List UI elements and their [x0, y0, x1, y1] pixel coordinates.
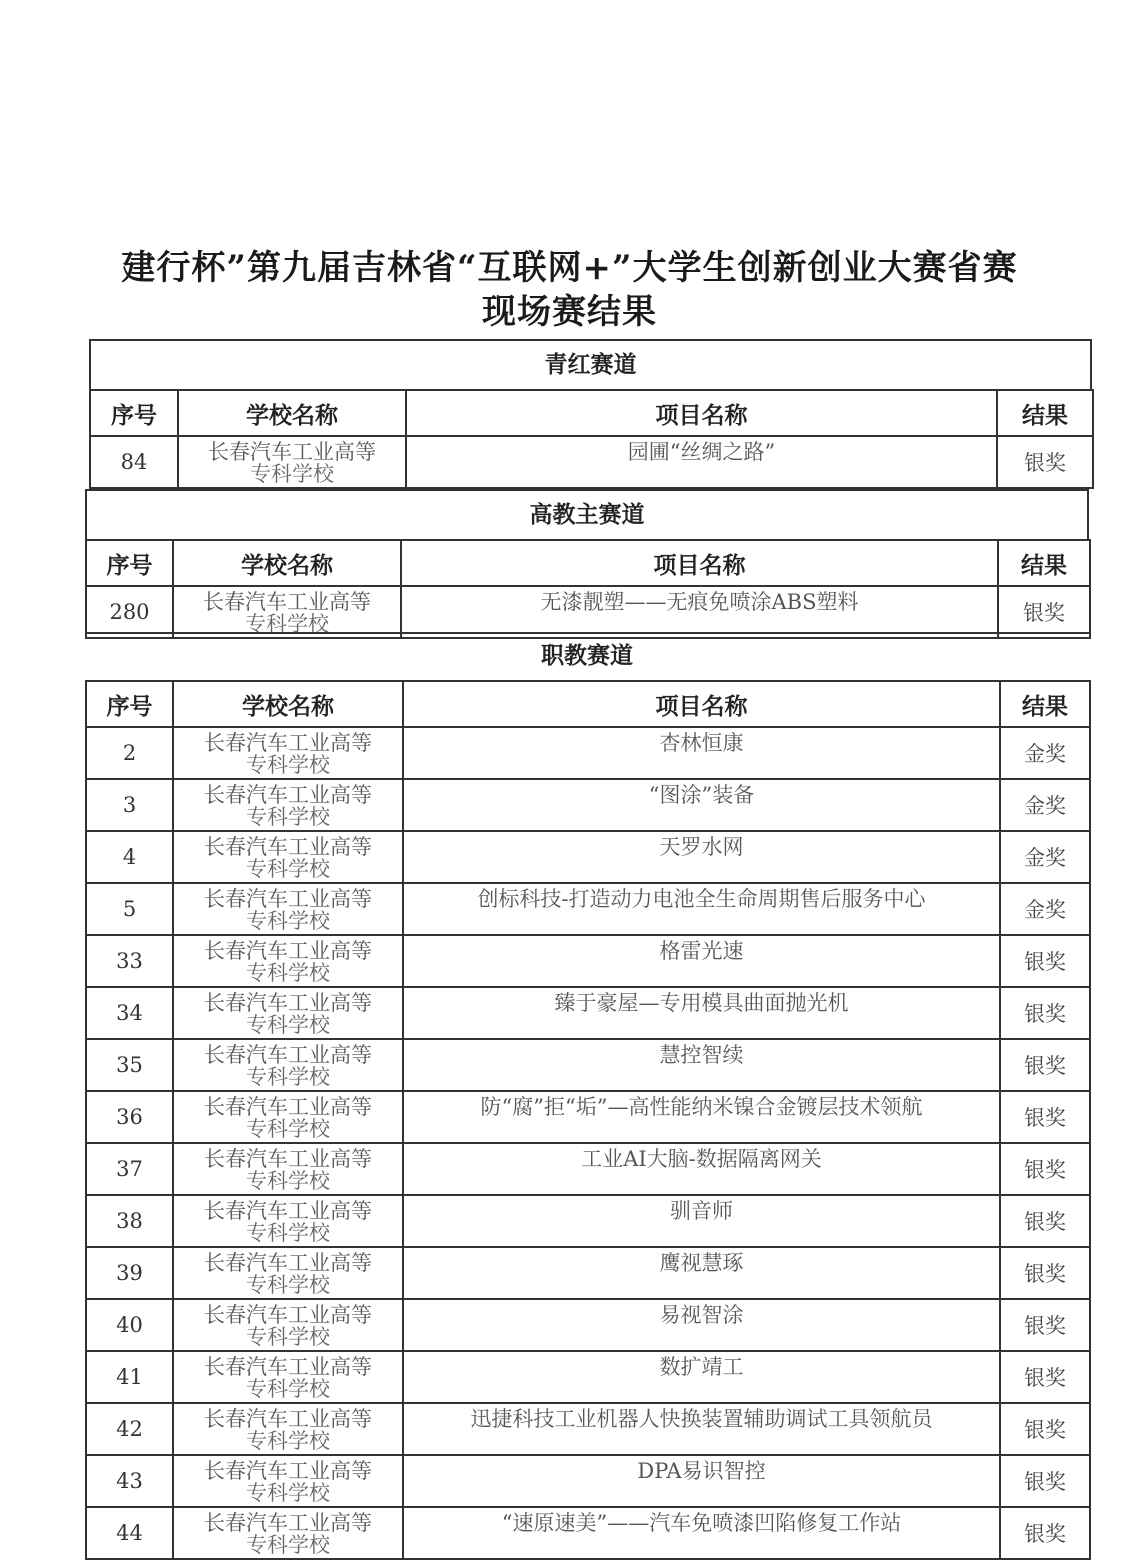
school-name-cell: [173, 1507, 403, 1559]
table-row: [86, 586, 1090, 638]
project-name: 防“腐”拒“垢”—高性能纳米镍合金镀层技术领航: [403, 1091, 1000, 1143]
row-number: 41: [86, 1351, 173, 1403]
table-row: [86, 1403, 1090, 1455]
school-name-cell: [173, 1351, 403, 1403]
document-subtitle: 现场赛结果: [482, 292, 657, 332]
project-name: “图涂”装备: [403, 779, 1000, 831]
school-name: 长春汽车工业高等: [208, 440, 376, 463]
table-row: [86, 1455, 1090, 1507]
row-number: 35: [86, 1039, 173, 1091]
column-header-num: 序号: [90, 390, 178, 436]
table-row: [86, 1247, 1090, 1299]
column-header-school: 学校名称: [173, 540, 401, 586]
column-header-project: 项目名称: [403, 681, 1000, 727]
school-name-cell: [173, 883, 403, 935]
school-name-cell: [173, 1403, 403, 1455]
result-badge: 银奖: [1000, 1351, 1090, 1403]
section-title: 高教主赛道: [529, 501, 645, 528]
column-header-project: 项目名称: [406, 390, 997, 436]
result-badge: 银奖: [1000, 1247, 1090, 1299]
school-name: 长春汽车工业高等: [204, 1459, 372, 1482]
school-name: 长春汽车工业高等: [204, 1147, 372, 1170]
table-header-row: [86, 681, 1090, 727]
project-name: 天罗水网: [403, 831, 1000, 883]
row-number: 5: [86, 883, 173, 935]
table-row: [86, 727, 1090, 779]
table-row: [86, 1299, 1090, 1351]
result-badge: 金奖: [1000, 779, 1090, 831]
table-row: [86, 1195, 1090, 1247]
school-name-cell: [173, 935, 403, 987]
school-name-cell: [173, 1039, 403, 1091]
row-number: 43: [86, 1455, 173, 1507]
school-name: 长春汽车工业高等: [204, 1251, 372, 1274]
school-name-cell: [173, 1091, 403, 1143]
section-zhijiao-header: [85, 632, 1089, 680]
column-header-project: 项目名称: [401, 540, 998, 586]
row-number: 40: [86, 1299, 173, 1351]
row-number: 38: [86, 1195, 173, 1247]
school-name-cell: [173, 831, 403, 883]
row-number: 44: [86, 1507, 173, 1559]
school-name-line2: 专科学校: [246, 1117, 330, 1141]
school-name-cell: [173, 1195, 403, 1247]
section-gaojiao-header: [85, 489, 1089, 541]
school-name-line2: 专科学校: [246, 1273, 330, 1297]
school-name: 长春汽车工业高等: [204, 1407, 372, 1430]
table-header-row: [86, 540, 1090, 586]
results-table-qinghong: [89, 389, 1094, 489]
column-header-num: 序号: [86, 540, 173, 586]
table-row: [86, 1091, 1090, 1143]
school-name: 长春汽车工业高等: [204, 835, 372, 858]
result-badge: 银奖: [1000, 1143, 1090, 1195]
result-badge: 金奖: [1000, 883, 1090, 935]
school-name-cell: [173, 1299, 403, 1351]
result-badge: 金奖: [1000, 727, 1090, 779]
school-name-cell: [173, 1455, 403, 1507]
school-name-line2: 专科学校: [246, 909, 330, 933]
result-badge: 银奖: [1000, 1403, 1090, 1455]
project-name: 易视智涂: [403, 1299, 1000, 1351]
school-name: 长春汽车工业高等: [204, 731, 372, 754]
result-badge: 银奖: [1000, 1455, 1090, 1507]
column-header-school: 学校名称: [178, 390, 406, 436]
column-header-result: 结果: [1000, 681, 1090, 727]
document-title: 建行杯”第九届吉林省“互联网+”大学生创新创业大赛省赛: [121, 248, 1018, 288]
school-name: 长春汽车工业高等: [204, 1303, 372, 1326]
school-name: 长春汽车工业高等: [204, 1199, 372, 1222]
column-header-result: 结果: [997, 390, 1093, 436]
school-name-line2: 专科学校: [246, 1013, 330, 1037]
section-qinghong-header: [89, 339, 1092, 391]
project-name: 数扩靖工: [403, 1351, 1000, 1403]
result-badge: 银奖: [998, 586, 1090, 638]
project-name: 慧控智续: [403, 1039, 1000, 1091]
row-number: 37: [86, 1143, 173, 1195]
row-number: 33: [86, 935, 173, 987]
result-badge: 银奖: [1000, 1039, 1090, 1091]
school-name-line2: 专科学校: [246, 753, 330, 777]
school-name-line2: 专科学校: [245, 612, 329, 636]
school-name-cell: [178, 436, 406, 488]
school-name-cell: [173, 987, 403, 1039]
school-name: 长春汽车工业高等: [204, 783, 372, 806]
result-badge: 银奖: [1000, 1299, 1090, 1351]
result-badge: 银奖: [1000, 987, 1090, 1039]
row-number: 3: [86, 779, 173, 831]
project-name: 迅捷科技工业机器人快换装置辅助调试工具领航员: [403, 1403, 1000, 1455]
school-name-cell: [173, 586, 401, 638]
column-header-num: 序号: [86, 681, 173, 727]
school-name: 长春汽车工业高等: [204, 1043, 372, 1066]
table-row: [86, 1143, 1090, 1195]
table-row: [86, 987, 1090, 1039]
row-number: 4: [86, 831, 173, 883]
school-name: 长春汽车工业高等: [204, 939, 372, 962]
school-name-cell: [173, 1247, 403, 1299]
column-header-school: 学校名称: [173, 681, 403, 727]
result-badge: 银奖: [997, 436, 1093, 488]
school-name-line2: 专科学校: [246, 1533, 330, 1557]
school-name-cell: [173, 779, 403, 831]
row-number: 84: [90, 436, 178, 488]
section-title: 职教赛道: [541, 642, 633, 669]
row-number: 34: [86, 987, 173, 1039]
result-badge: 金奖: [1000, 831, 1090, 883]
table-row: [86, 1039, 1090, 1091]
school-name: 长春汽车工业高等: [204, 1355, 372, 1378]
school-name: 长春汽车工业高等: [204, 1095, 372, 1118]
result-badge: 银奖: [1000, 935, 1090, 987]
school-name-line2: 专科学校: [246, 1169, 330, 1193]
school-name-cell: [173, 1143, 403, 1195]
project-name: 杏林恒康: [403, 727, 1000, 779]
table-row: [86, 831, 1090, 883]
school-name-line2: 专科学校: [250, 462, 334, 486]
project-name: 鹰视慧琢: [403, 1247, 1000, 1299]
result-badge: 银奖: [1000, 1195, 1090, 1247]
project-name: 园圃“丝绸之路”: [406, 436, 997, 488]
project-name: 臻于豪屋—专用模具曲面抛光机: [403, 987, 1000, 1039]
school-name-line2: 专科学校: [246, 961, 330, 985]
school-name-line2: 专科学校: [246, 1481, 330, 1505]
school-name-line2: 专科学校: [246, 1065, 330, 1089]
table-header-row: [90, 390, 1093, 436]
table-row: [86, 883, 1090, 935]
row-number: 2: [86, 727, 173, 779]
row-number: 39: [86, 1247, 173, 1299]
project-name: 格雷光速: [403, 935, 1000, 987]
section-title: 青红赛道: [544, 351, 637, 378]
results-table-zhijiao: [85, 680, 1091, 1560]
project-name: 工业AI大脑-数据隔离网关: [403, 1143, 1000, 1195]
school-name-line2: 专科学校: [246, 1377, 330, 1401]
row-number: 42: [86, 1403, 173, 1455]
school-name: 长春汽车工业高等: [204, 1511, 372, 1534]
result-badge: 银奖: [1000, 1091, 1090, 1143]
school-name-line2: 专科学校: [246, 1429, 330, 1453]
row-number: 36: [86, 1091, 173, 1143]
table-row: [90, 436, 1093, 488]
project-name: 创标科技-打造动力电池全生命周期售后服务中心: [403, 883, 1000, 935]
school-name-line2: 专科学校: [246, 857, 330, 881]
result-badge: 银奖: [1000, 1507, 1090, 1559]
project-name: 驯音师: [403, 1195, 1000, 1247]
project-name: “速原速美”——汽车免喷漆凹陷修复工作站: [403, 1507, 1000, 1559]
table-row: [86, 935, 1090, 987]
table-row: [86, 779, 1090, 831]
column-header-result: 结果: [998, 540, 1090, 586]
school-name-line2: 专科学校: [246, 805, 330, 829]
school-name: 长春汽车工业高等: [204, 887, 372, 910]
school-name-cell: [173, 727, 403, 779]
school-name: 长春汽车工业高等: [203, 590, 371, 613]
results-table-gaojiao: [85, 539, 1091, 639]
school-name: 长春汽车工业高等: [204, 991, 372, 1014]
table-row: [86, 1507, 1090, 1559]
school-name-line2: 专科学校: [246, 1325, 330, 1349]
school-name-line2: 专科学校: [246, 1221, 330, 1245]
row-number: 280: [86, 586, 173, 638]
project-name: DPA易识智控: [403, 1455, 1000, 1507]
table-row: [86, 1351, 1090, 1403]
project-name: 无漆靓塑——无痕免喷涂ABS塑料: [401, 586, 998, 638]
